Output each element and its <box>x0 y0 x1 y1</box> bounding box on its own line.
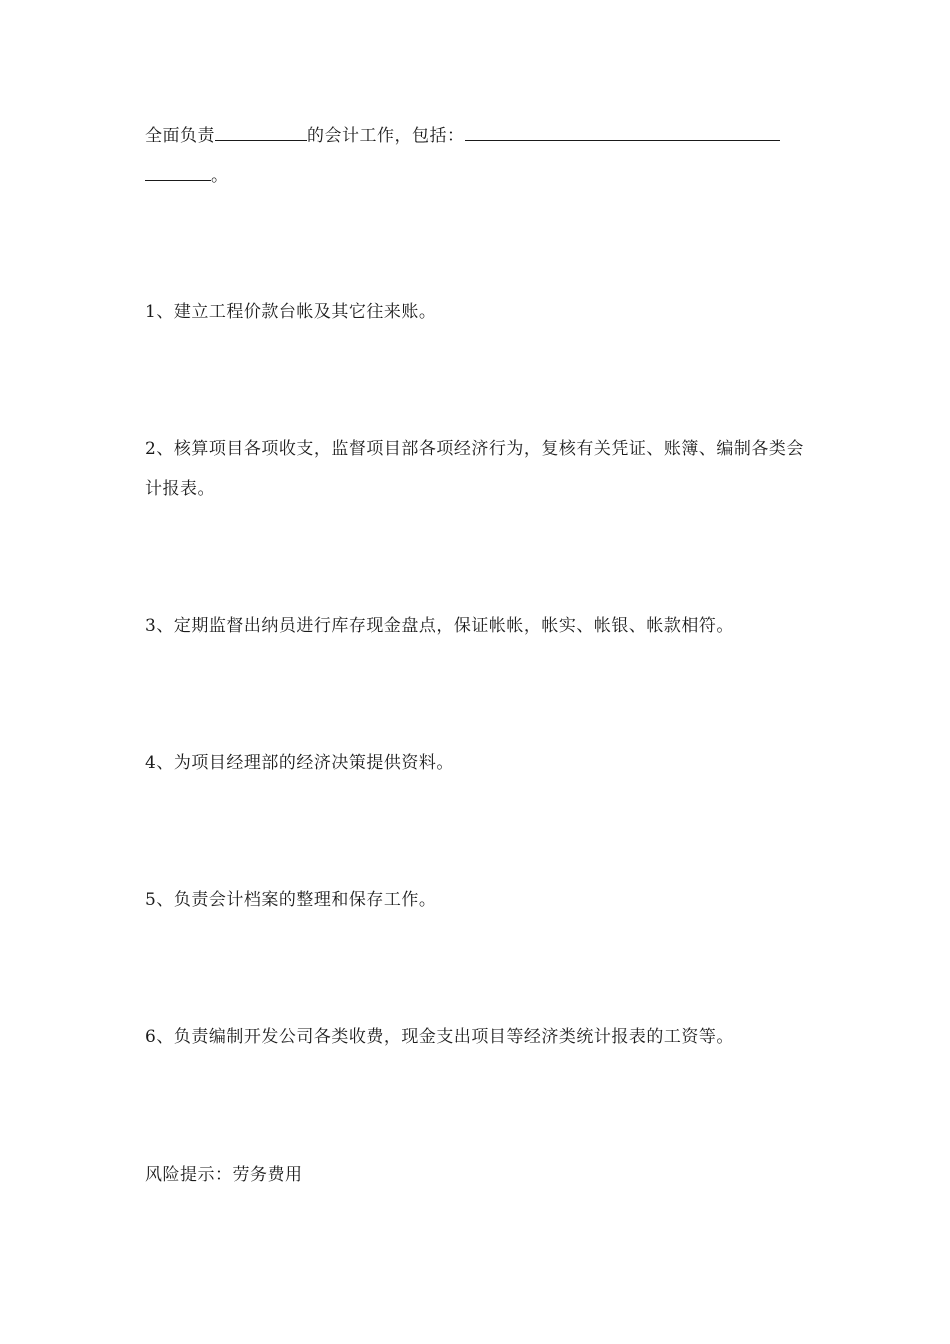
risk-note: 风险提示：劳务费用 <box>145 1165 303 1185</box>
fill-in-blank-scope <box>215 118 307 141</box>
fill-in-blank-duties <box>465 118 780 141</box>
duty-item-3: 3、定期监督出纳员进行库存现金盘点，保证帐帐，帐实、帐银、帐款相符。 <box>145 616 734 636</box>
fill-in-blank-duties-continued <box>145 158 211 181</box>
duty-item-4: 4、为项目经理部的经济决策提供资料。 <box>145 753 454 773</box>
intro-paragraph <box>145 116 810 196</box>
duty-item-2: 2、核算项目各项收支，监督项目部各项经济行为，复核有关凭证、账簿、编制各类会计报表。 <box>145 439 804 499</box>
duty-item-5: 5、负责会计档案的整理和保存工作。 <box>145 890 437 910</box>
intro-text-end: 。 <box>211 166 229 186</box>
intro-text-middle: 的会计工作，包括： <box>307 126 465 146</box>
duty-item-6: 6、负责编制开发公司各类收费，现金支出项目等经济类统计报表的工资等。 <box>145 1027 734 1047</box>
duty-item-1: 1、建立工程价款台帐及其它往来账。 <box>145 302 437 322</box>
intro-text-start: 全面负责 <box>145 126 215 146</box>
